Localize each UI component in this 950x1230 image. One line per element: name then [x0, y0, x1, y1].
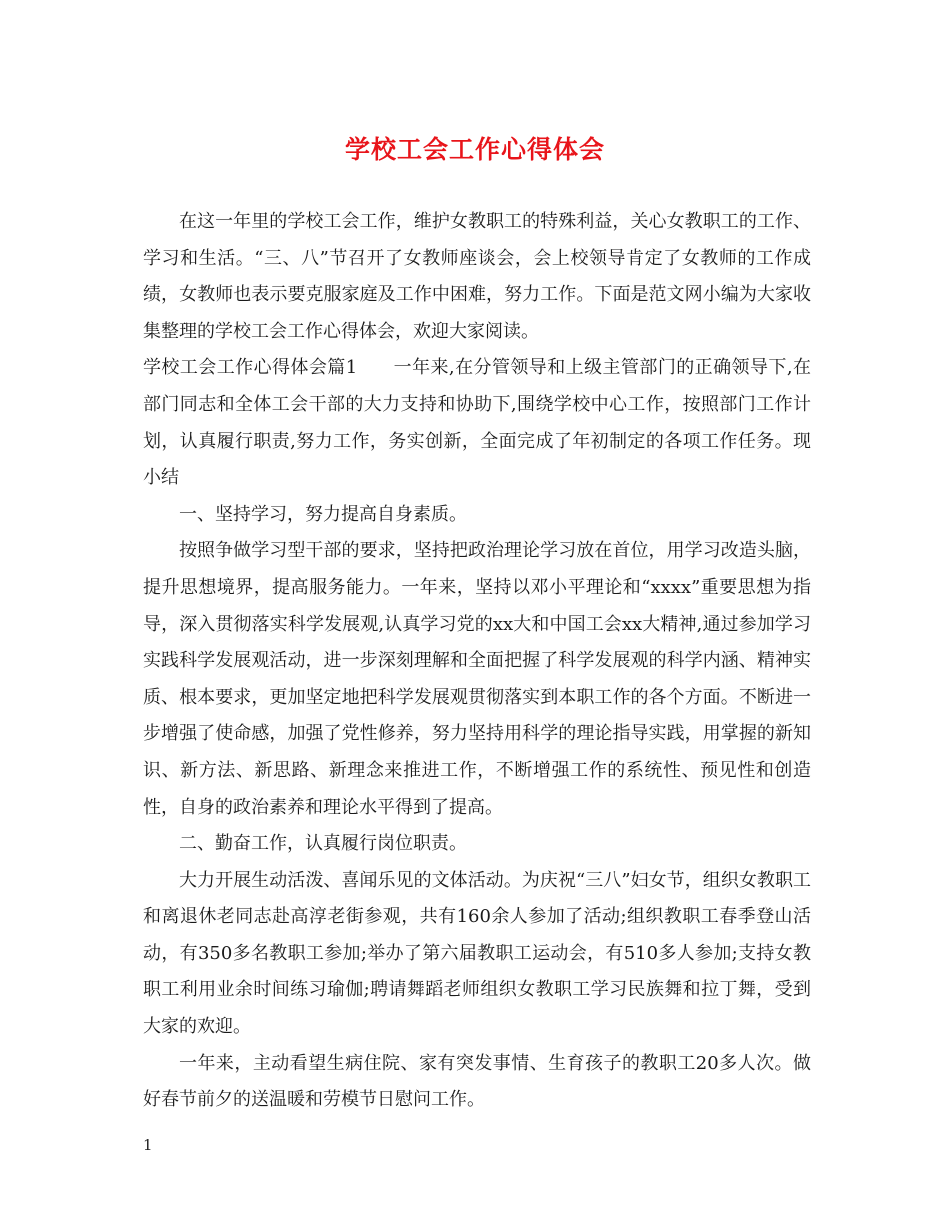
section-label: 学校工会工作心得体会篇1 [143, 357, 358, 379]
document-body [143, 204, 811, 1119]
paragraph-one: 按照争做学习型干部的要求，坚持把政治理论学习放在首位，用学习改造头脑，提升思想境界，提高服务能力。一年来，坚持以邓小平理论和“xxxx”重要思想为指导，深入贯彻落实科学发展观,认真学习党的xx大和中国工会xx大精神,通过参加学习实践科学发展观活动，进一步深刻理解和全面把握了科学发展观的科学内涵、精神实质、根本要求，更加坚定地把科学发展观贯彻落实到本职工作的各个方面。不断进一步增强了使命感，加强了党性修养，努力坚持用科学的理论指导实践，用掌握的新知识、新方法、新思路、新理念来推进工作，不断增强工作的系统性、预见性和创造性，自身的政治素养和理论水平得到了提高。 [143, 540, 811, 818]
paragraph-three: 一年来，主动看望生病住院、家有突发事情、生育孩子的教职工20多人次。做好春节前夕的送温暖和劳模节日慰问工作。 [143, 1052, 811, 1111]
document-title: 学校工会工作心得体会 [344, 135, 605, 164]
intro-paragraph: 在这一年里的学校工会工作，维护女教职工的特殊利益，关心女教职工的工作、学习和生活。“三、八”节召开了女教师座谈会，会上校领导肯定了女教师的工作成绩，女教师也表示要克服家庭及工作中困难，努力工作。下面是范文网小编为大家收集整理的学校工会工作心得体会，欢迎大家阅读。 [143, 211, 811, 342]
heading-two: 二、勤奋工作，认真履行岗位职责。 [179, 833, 467, 855]
page-number: 1 [143, 1136, 153, 1154]
heading-one: 一、坚持学习，努力提高自身素质。 [179, 503, 467, 525]
section-paragraph [143, 350, 811, 496]
paragraph-two: 大力开展生动活泼、喜闻乐见的文体活动。为庆祝“三八”妇女节，组织女教职工和离退休老同志赴高淳老街参观，共有160余人参加了活动;组织教职工春季登山活动，有350多名教职工参加;举办了第六届教职工运动会，有510多人参加;支持女教职工利用业余时间练习瑜伽;聘请舞蹈老师组织女教职工学习民族舞和拉丁舞，受到大家的欢迎。 [143, 869, 811, 1038]
section-text: 一年来,在分管领导和上级主管部门的正确领导下,在部门同志和全体工会干部的大力支持和协助下,围绕学校中心工作，按照部门工作计划，认真履行职责,努力工作，务实创新，全面完成了年初制定的各项工作任务。现小结 [143, 357, 811, 489]
